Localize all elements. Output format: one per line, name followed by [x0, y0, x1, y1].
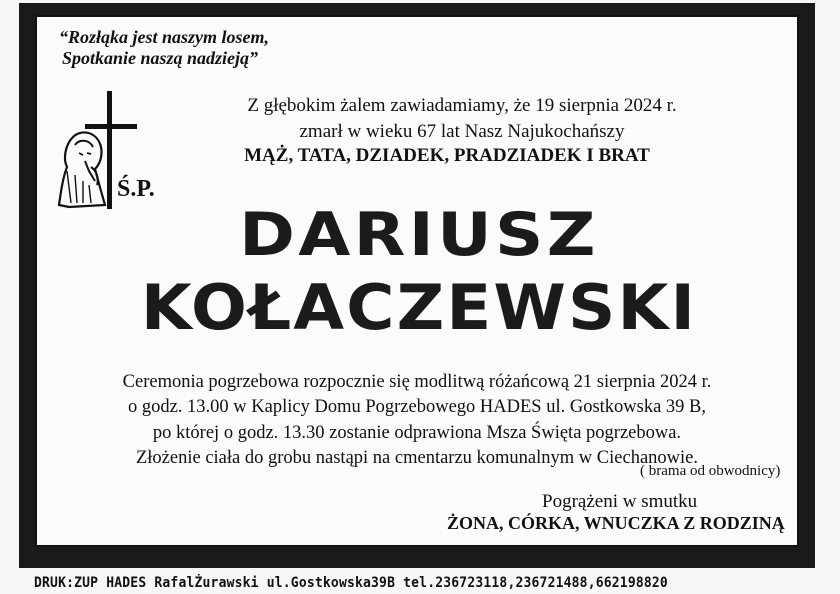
print-credit-footer: DRUK:ZUP HADES RafalŻurawski ul.Gostkowska39B tel.236723118,236721488,662198820: [34, 575, 668, 591]
intro-line-1: Z głębokim żalem zawiadamiamy, że 19 sierpnia 2024 r.: [247, 95, 677, 116]
motto: [59, 27, 269, 69]
sp-label: Ś.P.: [117, 176, 155, 202]
notice-panel: [35, 15, 799, 547]
mourners-intro: Pogrążeni w smutku: [542, 491, 698, 512]
ceremony-line-4: Złożenie ciała do grobu nastąpi na cmentarzu komunalnym w Ciechanowie.: [135, 448, 698, 468]
deceased-first-name: DARIUSZ: [239, 200, 599, 270]
deceased-last-name: KOŁACZEWSKI: [140, 271, 698, 344]
gate-note: ( brama od obwodnicy): [640, 463, 781, 479]
ceremony-line-3: po której o godz. 13.30 zostanie odprawiona Msza Święta pogrzebowa.: [152, 423, 682, 443]
motto-line-1: “Rozłąka jest naszym losem,: [59, 27, 270, 47]
intro-line-2: zmarł w wieku 67 lat Nasz Najukochańszy: [299, 121, 625, 142]
family-relation: MĄŻ, TATA, DZIADEK, PRADZIADEK I BRAT: [244, 145, 650, 166]
motto-line-2: Spotkanie naszą nadzieją”: [62, 48, 259, 68]
mourners-list: ŻONA, CÓRKA, WNUCZKA Z RODZINĄ: [447, 513, 785, 533]
ceremony-line-1: Ceremonia pogrzebowa rozpocznie się modlitwą różańcową 21 sierpnia 2024 r.: [122, 372, 712, 392]
mourning-frame: [19, 3, 815, 568]
ceremony-line-2: o godz. 13.00 w Kaplicy Domu Pogrzebowego HADES ul. Gostkowska 39 B,: [127, 397, 707, 417]
